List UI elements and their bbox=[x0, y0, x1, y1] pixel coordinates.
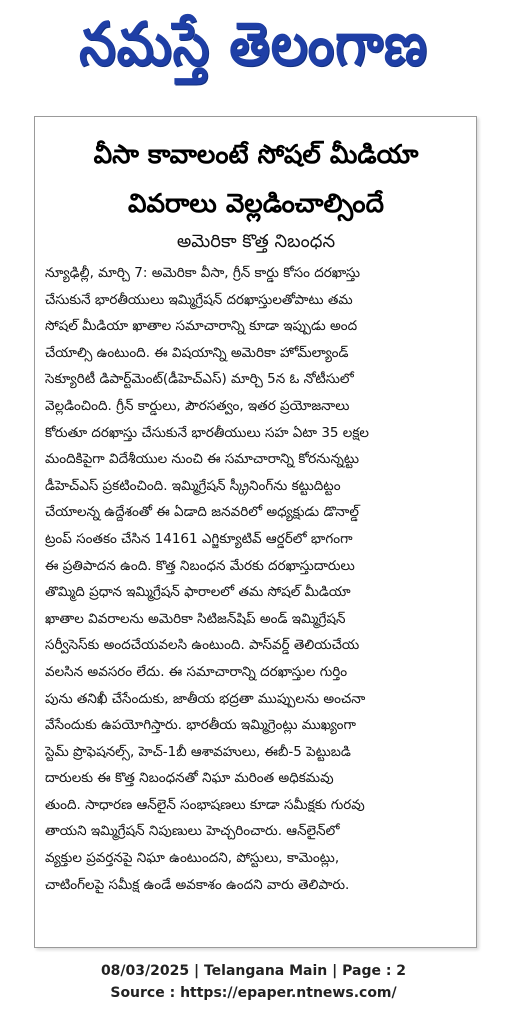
article-body bbox=[45, 260, 469, 898]
body-line: సోషల్ మీడియా ఖాతాల సమాచారాన్ని కూడా ఇప్పుడు అంద bbox=[45, 318, 358, 335]
headline-line: వివరాలు వెల్లడించాల్సిందే bbox=[128, 189, 384, 219]
body-line: వలసిన అవసరం లేదు. ఈ సమాచారాన్ని దరఖాస్తుల గుర్తిం bbox=[45, 663, 348, 680]
body-line: చాటింగ్‌లపై సమీక్ష ఉండే అవకాశం ఉందని వారు తెలిపారు. bbox=[45, 876, 350, 893]
body-line: తొమ్మిది ప్రధాన ఇమ్మిగ్రేషన్ ఫారాలలో తమ సోషల్ మీడియా bbox=[45, 584, 351, 601]
headline-line: వీసా కావాలంటే సోషల్ మీడియా bbox=[93, 140, 419, 170]
article-subheadline: అమెరికా కొత్త నిబంధన bbox=[176, 231, 336, 252]
body-line: మందికిపైగా విదేశీయుల నుంచి ఈ సమాచారాన్ని కోరనున్నట్టు bbox=[45, 451, 360, 468]
body-line: తుంది. సాధారణ ఆన్‌లైన్ సంభాషణలు కూడా సమీక్షకు గురవు bbox=[45, 796, 365, 813]
body-line: వ్యక్తుల ప్రవర్తనపై నిఘా ఉంటుందని, పోస్టులు, కామెంట్లు, bbox=[45, 850, 340, 867]
body-line: న్యూఢిల్లీ, మార్చి 7: అమెరికా వీసా, గ్రీన్ కార్డు కోసం దరఖాస్తు bbox=[45, 265, 361, 281]
body-line: ఈ ప్రతిపాదన ఉంది. కొత్త నిబంధన మేరకు దరఖాస్తుదారులు bbox=[45, 557, 355, 574]
page-footer bbox=[0, 960, 507, 1004]
body-line: వేసేందుకు ఉపయోగిస్తారు. భారతీయ ఇమ్మిగ్రెంట్లు ముఖ్యంగా bbox=[45, 717, 356, 734]
body-line: డీహెచ్‌ఎస్ ప్రకటించింది. ఇమ్మిగ్రేషన్ స్క్రీనింగ్‌ను కట్టుదిట్టం bbox=[45, 477, 341, 494]
article-clipping bbox=[34, 116, 477, 948]
body-line: ఖాతాల వివరాలను అమెరికా సిటిజన్‌షిప్ అండ్ ఇమ్మిగ్రేషన్ bbox=[45, 610, 346, 627]
body-line: దారులకు ఈ కొత్త నిబంధనతో నిఘా మరింత అధికమవు bbox=[45, 770, 334, 787]
body-line: చేయాల్సి ఉంటుంది. ఈ విషయాన్ని అమెరికా హోమ్‌ల్యాండ్ bbox=[45, 344, 349, 361]
body-line: సెక్యూరిటీ డిపార్ట్‌మెంట్(డీహెచ్‌ఎస్) మార్చి 5న ఓ నోటీసులో bbox=[45, 371, 354, 388]
body-line: తాయని ఇమ్మిగ్రేషన్ నిపుణులు హెచ్చరించారు. ఆన్‌లైన్‌లో bbox=[45, 823, 340, 840]
body-line: చేసుకునే భారతీయులు ఇమ్మిగ్రేషన్ దరఖాస్తులతోపాటు తమ bbox=[45, 291, 353, 308]
body-line: స్టెమ్ ప్రొఫెషనల్స్, హెచ్-1బీ ఆశావహులు, ఈబీ-5 పెట్టుబడి bbox=[45, 743, 351, 760]
article-headline bbox=[47, 131, 465, 229]
body-line: పును తనిఖీ చేసేందుకు, జాతీయ భద్రతా ముప్పులను అంచనా bbox=[45, 690, 366, 707]
body-line: ట్రంప్ సంతకం చేసిన 14161 ఎగ్జిక్యూటివ్ ఆర్డర్‌లో భాగంగా bbox=[45, 530, 353, 547]
source-link[interactable]: Source : https://epaper.ntnews.com/ bbox=[110, 985, 397, 1001]
body-line: సర్వీసెస్‌కు అందచేయవలసి ఉంటుంది. పాస్‌వర్డ్ తెలియచేయ bbox=[45, 637, 360, 654]
body-line: కోరుతూ దరఖాస్తు చేసుకునే భారతీయులు సహ ఏటా 35 లక్షల bbox=[45, 424, 369, 441]
body-line: చేయాలన్న ఉద్దేశంతో ఈ ఏడాది జనవరిలో అధ్యక్షుడు డొనాల్డ్ bbox=[45, 504, 359, 521]
masthead bbox=[0, 0, 507, 104]
newspaper-logo: నమస్తే తెలంగాణ bbox=[79, 10, 428, 80]
body-line: వెల్లడించింది. గ్రీన్ కార్డులు, పౌరసత్వం, ఇతర ప్రయోజనాలు bbox=[45, 397, 350, 414]
edition-info: 08/03/2025 | Telangana Main | Page : 2 bbox=[100, 963, 407, 979]
